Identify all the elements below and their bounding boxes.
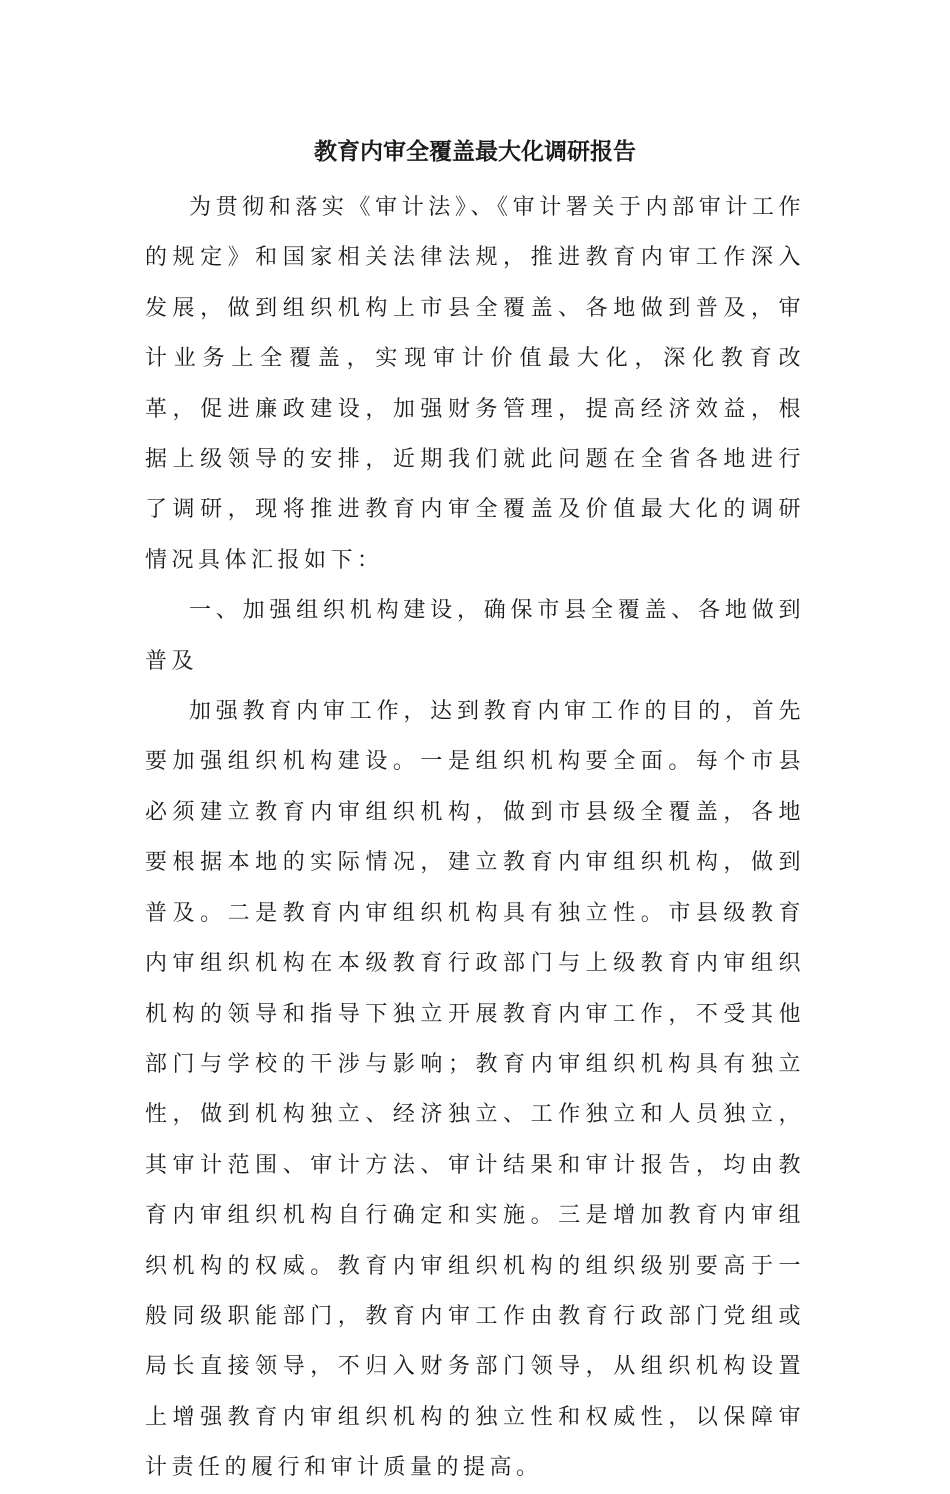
intro-paragraph: 为贯彻和落实《审计法》、《审计署关于内部审计工作的规定》和国家相关法律法规，推进教育内审工作深入发展，做到组织机构上市县全覆盖、各地做到普及，审计业务上全覆盖，实现审计价值最大化，深化教育改革，促进廉政建设，加强财务管理，提高经济效益，根据上级领导的安排，近期我们就此问题在全省各地进行了调研，现将推进教育内审全覆盖及价值最大化的调研情况具体汇报如下： xyxy=(145,195,805,573)
section-heading-1: 一、加强组织机构建设，确保市县全覆盖、各地做到普及 xyxy=(145,598,805,674)
document-body xyxy=(145,183,805,1494)
section-1-paragraph: 加强教育内审工作，达到教育内审工作的目的，首先要加强组织机构建设。一是组织机构要全面。每个市县必须建立教育内审组织机构，做到市县级全覆盖，各地要根据本地的实际情况，建立教育内审组织机构，做到普及。二是教育内审组织机构具有独立性。市县级教育内审组织机构在本级教育行政部门与上级教育内审组织机构的领导和指导下独立开展教育内审工作，不受其他部门与学校的干涉与影响；教育内审组织机构具有独立性，做到机构独立、经济独立、工作独立和人员独立，其审计范围、审计方法、审计结果和审计报告，均由教育内审组织机构自行确定和实施。三是增加教育内审组织机构的权威。教育内审组织机构的组织级别要高于一般同级职能部门，教育内审工作由教育行政部门党组或局长直接领导，不归入财务部门领导，从组织机构设置上增强教育内审组织机构的独立性和权威性，以保障审计责任的履行和审计质量的提高。 xyxy=(145,699,805,1481)
document-title: 教育内审全覆盖最大化调研报告 xyxy=(314,139,636,165)
